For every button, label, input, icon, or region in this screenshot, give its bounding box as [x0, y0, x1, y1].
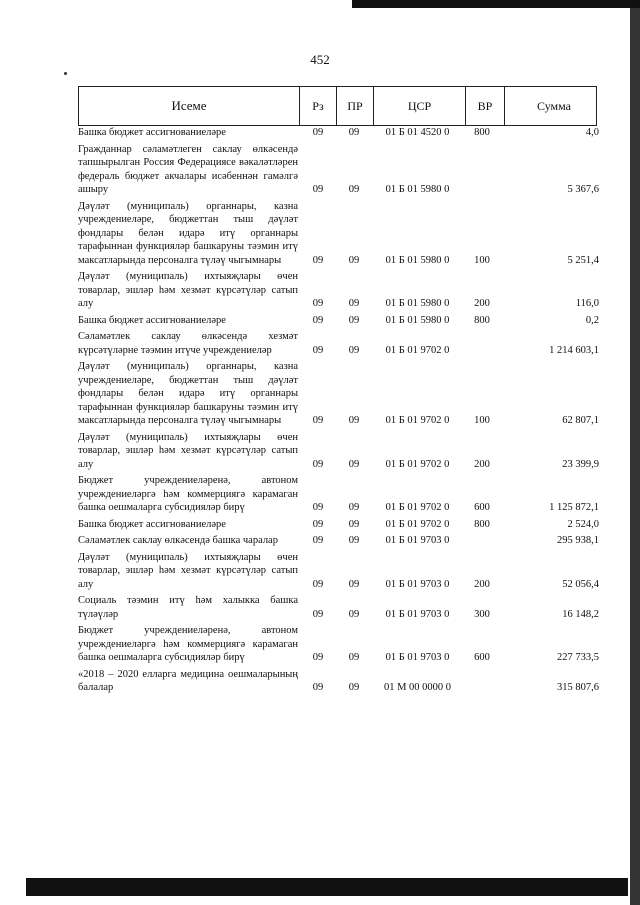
row-rz: 09	[312, 314, 324, 326]
row-rz: 09	[312, 502, 324, 513]
row-pr: 09	[348, 682, 360, 693]
table-row	[78, 199, 597, 270]
row-rz: 09	[312, 415, 324, 426]
row-sum: 227 733,5	[557, 652, 599, 663]
row-pr: 09	[348, 608, 360, 620]
row-pr: 09	[348, 535, 360, 546]
row-vr: 200	[474, 298, 490, 309]
row-sum: 23 399,9	[562, 458, 599, 470]
row-name: Сәламәтлек саклау өлкәсендә башка чаралар	[78, 535, 278, 546]
row-name: Дәүләт (муниципаль) ихтыяҗлары өчен товарлар, эшләр һәм хезмәт күрсәтүләр сатып алу	[78, 431, 298, 470]
row-pr: 09	[348, 127, 360, 138]
row-pr: 09	[348, 502, 360, 513]
row-name: Башка бюджет ассигнованиеләре	[78, 518, 226, 530]
row-sum: 0,2	[585, 314, 599, 326]
row-csr: 01 Б 01 9702 0	[385, 502, 450, 513]
row-vr: 800	[474, 127, 490, 138]
row-pr: 09	[348, 298, 360, 309]
row-vr: 200	[474, 578, 490, 590]
row-name: Бюджет учреждениеләренә, автоном учреждениеләргә һәм коммерциягә карамаган башка оешмаларга субсидияләр бирү	[78, 625, 298, 663]
row-rz: 09	[312, 298, 324, 309]
row-rz: 09	[312, 344, 324, 356]
row-pr: 09	[348, 415, 360, 426]
row-pr: 09	[348, 652, 360, 663]
row-rz: 09	[312, 652, 324, 663]
row-csr: 01 Б 01 9703 0	[385, 535, 450, 546]
row-name: Башка бюджет ассигнованиеләре	[78, 127, 226, 138]
table-row	[78, 533, 597, 550]
table-row	[78, 142, 597, 199]
row-pr: 09	[348, 344, 360, 356]
budget-table	[78, 86, 597, 697]
scan-edge-top	[352, 0, 640, 8]
row-pr: 09	[348, 518, 360, 530]
table-row	[78, 593, 597, 623]
row-rz: 09	[312, 608, 324, 620]
table-row	[78, 667, 597, 697]
row-vr: 200	[474, 458, 490, 470]
table-row	[78, 623, 597, 667]
table-row	[78, 517, 597, 534]
header-pr: ПР	[336, 87, 373, 125]
row-csr: 01 Б 01 9702 0	[385, 518, 450, 530]
row-name: Гражданнар сәламәтлеген саклау өлкәсендә тапшырылган Россия Федерациясе вәкаләтләрен федераль бюджет акчалары исәбеннән гамәлгә ашыру	[78, 143, 298, 195]
table-row	[78, 269, 597, 313]
row-sum: 2 524,0	[567, 518, 599, 530]
row-name: Дәүләт (муниципаль) органнары, казна учреждениеләре, бюджеттан тыш дәүләт фондлары белән идарә итү органнары тарафыннан функцияләр башкаруны тәэмин итү максатларында персоналга түләү чыгымнары	[78, 361, 298, 426]
row-rz: 09	[312, 184, 324, 195]
page-number: 452	[310, 52, 330, 67]
row-rz: 09	[312, 578, 324, 590]
row-csr: 01 М 00 0000 0	[383, 682, 452, 693]
row-sum: 116,0	[575, 298, 599, 309]
table-row	[78, 473, 597, 517]
row-sum: 52 056,4	[562, 578, 599, 590]
row-rz: 09	[312, 127, 324, 138]
scan-edge-bottom	[26, 878, 628, 896]
row-sum: 16 148,2	[562, 608, 599, 620]
row-pr: 09	[348, 314, 360, 326]
row-sum: 5 251,4	[567, 254, 599, 266]
row-csr: 01 Б 01 9703 0	[385, 652, 450, 663]
row-sum: 315 807,6	[557, 682, 599, 693]
scan-speck	[64, 72, 67, 75]
header-csr: ЦСР	[373, 87, 465, 125]
row-name: Дәүләт (муниципаль) ихтыяҗлары өчен товарлар, эшләр һәм хезмәт күрсәтүләр сатып алу	[78, 551, 298, 590]
table-row	[78, 430, 597, 474]
table-row	[78, 313, 597, 330]
row-csr: 01 Б 01 5980 0	[385, 314, 450, 326]
table-row	[78, 329, 597, 359]
row-csr: 01 Б 01 5980 0	[385, 184, 450, 195]
row-name: Сәламәтлек саклау өлкәсендә хезмәт күрсәтүләрне тәэмин итүче учреждениеләр	[78, 331, 298, 356]
row-name: Башка бюджет ассигнованиеләре	[78, 314, 226, 326]
row-sum: 4,0	[585, 127, 599, 138]
row-csr: 01 Б 01 5980 0	[385, 254, 450, 266]
row-sum: 1 214 603,1	[549, 344, 599, 356]
row-csr: 01 Б 01 5980 0	[385, 298, 450, 309]
row-sum: 5 367,6	[567, 184, 599, 195]
table-header	[78, 86, 597, 126]
header-sum: Сумма	[504, 87, 603, 125]
row-vr: 100	[474, 254, 490, 266]
row-csr: 01 Б 01 9703 0	[385, 578, 450, 590]
row-vr: 800	[474, 314, 490, 326]
row-vr: 100	[474, 415, 490, 426]
row-sum: 295 938,1	[557, 535, 599, 546]
table-row	[78, 359, 597, 430]
row-rz: 09	[312, 682, 324, 693]
row-vr: 600	[474, 502, 490, 513]
row-sum: 62 807,1	[562, 415, 599, 426]
row-csr: 01 Б 01 4520 0	[385, 127, 450, 138]
row-sum: 1 125 872,1	[549, 502, 599, 513]
scan-edge-right	[630, 0, 640, 905]
row-name: Дәүләт (муниципаль) органнары, казна учреждениеләре, бюджеттан тыш дәүләт фондлары белән идарә итү органнары тарафыннан функцияләр башкаруны тәэмин итү максатларында персоналга түләү чыгымнары	[78, 200, 298, 266]
row-csr: 01 Б 01 9702 0	[385, 458, 450, 470]
row-pr: 09	[348, 254, 360, 266]
header-vr: ВР	[465, 87, 504, 125]
header-rz: Рз	[299, 87, 336, 125]
row-vr: 600	[474, 652, 490, 663]
row-vr: 300	[474, 608, 490, 620]
row-pr: 09	[348, 458, 360, 470]
row-name: Социаль тәэмин итү һәм халыкка башка түләүләр	[78, 595, 298, 620]
row-name: «2018 – 2020 елларга медицина оешмаларының балалар	[78, 668, 298, 693]
row-name: Бюджет учреждениеләренә, автоном учреждениеләргә һәм коммерциягә карамаган башка оешмаларга субсидияләр бирү	[78, 475, 298, 513]
row-csr: 01 Б 01 9703 0	[385, 608, 450, 620]
row-rz: 09	[312, 254, 324, 266]
row-csr: 01 Б 01 9702 0	[385, 415, 450, 426]
row-rz: 09	[312, 518, 324, 530]
row-pr: 09	[348, 578, 360, 590]
row-name: Дәүләт (муниципаль) ихтыяҗлары өчен товарлар, эшләр һәм хезмәт күрсәтүләр сатып алу	[78, 271, 298, 309]
header-name: Исеме	[171, 98, 207, 113]
table-row	[78, 550, 597, 594]
table-row	[78, 126, 597, 142]
row-pr: 09	[348, 184, 360, 195]
row-vr: 800	[474, 518, 490, 530]
row-rz: 09	[312, 458, 324, 470]
table-body	[78, 126, 597, 697]
row-rz: 09	[312, 535, 324, 546]
row-csr: 01 Б 01 9702 0	[385, 344, 450, 356]
